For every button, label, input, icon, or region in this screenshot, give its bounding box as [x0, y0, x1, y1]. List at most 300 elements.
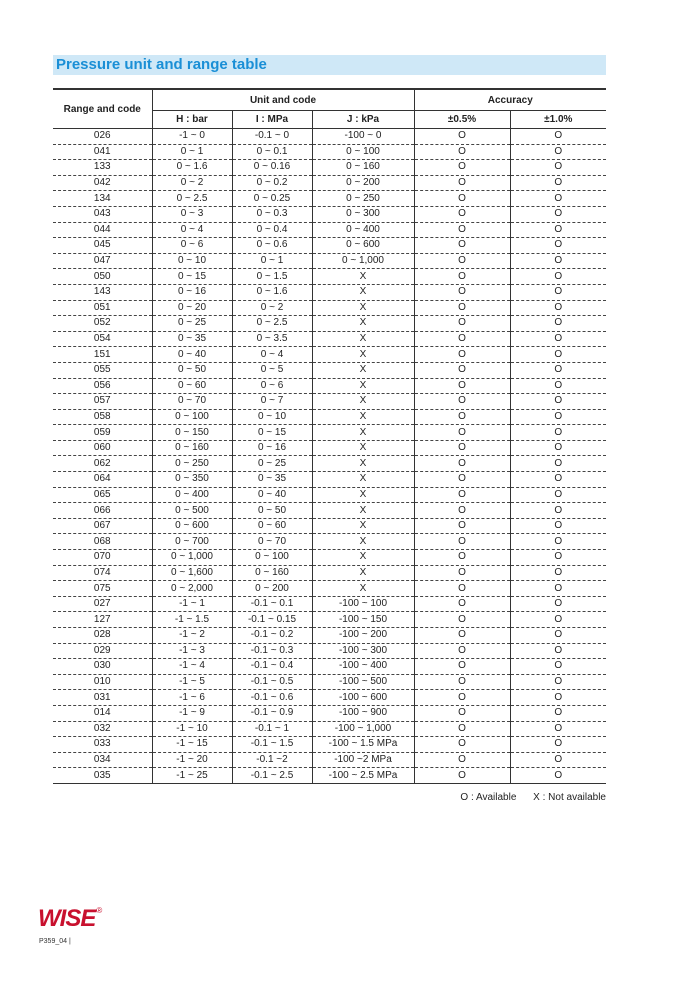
table-cell: O — [510, 674, 606, 690]
table-cell: 0 ~ 16 — [232, 440, 312, 456]
table-row — [53, 129, 606, 145]
table-cell: 052 — [53, 316, 152, 332]
table-cell: 0 ~ 400 — [152, 487, 232, 503]
table-cell: -1 ~ 0 — [152, 129, 232, 145]
table-cell: 044 — [53, 222, 152, 238]
table-cell: 0 ~ 1,000 — [152, 550, 232, 566]
brand-logo — [38, 905, 101, 933]
table-cell: 133 — [53, 160, 152, 176]
table-cell: O — [414, 300, 510, 316]
table-cell: X — [312, 394, 414, 410]
table-cell: O — [414, 425, 510, 441]
table-cell: 042 — [53, 175, 152, 191]
table-cell: -0.1 ~ 0.4 — [232, 659, 312, 675]
table-cell: X — [312, 269, 414, 285]
table-cell: O — [414, 612, 510, 628]
table-cell: -0.1 ~ 2.5 — [232, 768, 312, 784]
table-cell: 050 — [53, 269, 152, 285]
table-cell: -1 ~ 25 — [152, 768, 232, 784]
table-cell: O — [510, 300, 606, 316]
table-cell: 0 ~ 4 — [152, 222, 232, 238]
table-cell: O — [510, 721, 606, 737]
table-row — [53, 768, 606, 784]
table-cell: O — [414, 144, 510, 160]
table-cell: X — [312, 550, 414, 566]
table-cell: O — [414, 690, 510, 706]
table-cell: -100 ~2 MPa — [312, 752, 414, 768]
table-cell: 030 — [53, 659, 152, 675]
table-cell: O — [510, 565, 606, 581]
table-row — [53, 596, 606, 612]
table-cell: O — [510, 269, 606, 285]
table-cell: 010 — [53, 674, 152, 690]
table-cell: -1 ~ 1 — [152, 596, 232, 612]
table-cell: O — [414, 284, 510, 300]
table-cell: O — [510, 628, 606, 644]
table-cell: -1 ~ 15 — [152, 737, 232, 753]
table-cell: O — [414, 643, 510, 659]
table-row — [53, 565, 606, 581]
table-cell: 0 ~ 250 — [152, 456, 232, 472]
table-cell: O — [414, 347, 510, 363]
table-body — [53, 129, 606, 784]
table-cell: 0 ~ 350 — [152, 472, 232, 488]
table-cell: 045 — [53, 238, 152, 254]
table-cell: 127 — [53, 612, 152, 628]
table-cell: O — [510, 550, 606, 566]
table-cell: 0 ~ 1.6 — [152, 160, 232, 176]
table-cell: 0 ~ 4 — [232, 347, 312, 363]
table-cell: O — [414, 456, 510, 472]
table-row — [53, 612, 606, 628]
table-cell: -1 ~ 3 — [152, 643, 232, 659]
table-cell: O — [510, 487, 606, 503]
table-cell: O — [510, 378, 606, 394]
table-cell: O — [510, 238, 606, 254]
table-cell: -0.1 ~2 — [232, 752, 312, 768]
table-cell: O — [510, 425, 606, 441]
table-cell: -1 ~ 4 — [152, 659, 232, 675]
table-cell: 0 ~ 160 — [232, 565, 312, 581]
table-cell: O — [414, 581, 510, 597]
table-cell: O — [414, 362, 510, 378]
table-cell: -0.1 ~ 0.2 — [232, 628, 312, 644]
legend-not-available: X : Not available — [533, 792, 606, 803]
table-cell: 0 ~ 1 — [232, 253, 312, 269]
table-cell: O — [510, 222, 606, 238]
table-cell: 060 — [53, 440, 152, 456]
table-row — [53, 425, 606, 441]
table-cell: 0 ~ 160 — [312, 160, 414, 176]
table-cell: 0 ~ 40 — [152, 347, 232, 363]
table-cell: O — [510, 737, 606, 753]
table-cell: O — [510, 659, 606, 675]
table-cell: 0 ~ 10 — [232, 409, 312, 425]
table-cell: X — [312, 472, 414, 488]
table-cell: 064 — [53, 472, 152, 488]
table-cell: 0 ~ 20 — [152, 300, 232, 316]
table-row — [53, 440, 606, 456]
table-cell: 0 ~ 3.5 — [232, 331, 312, 347]
table-cell: O — [414, 440, 510, 456]
table-cell: O — [414, 628, 510, 644]
table-row — [53, 643, 606, 659]
table-cell: 0 ~ 600 — [312, 238, 414, 254]
table-cell: O — [510, 705, 606, 721]
table-cell: O — [414, 503, 510, 519]
header-accuracy: Accuracy — [414, 89, 606, 111]
table-cell: O — [510, 129, 606, 145]
table-cell: X — [312, 362, 414, 378]
table-cell: O — [414, 487, 510, 503]
table-cell: O — [510, 175, 606, 191]
table-cell: 0 ~ 2 — [232, 300, 312, 316]
table-cell: O — [510, 253, 606, 269]
table-cell: X — [312, 316, 414, 332]
table-cell: 0 ~ 2.5 — [232, 316, 312, 332]
table-cell: X — [312, 565, 414, 581]
table-cell: 0 ~ 700 — [152, 534, 232, 550]
table-cell: 0 ~ 15 — [152, 269, 232, 285]
table-cell: 0 ~ 10 — [152, 253, 232, 269]
legend-available: O : Available — [460, 792, 517, 803]
table-cell: -100 ~ 1,000 — [312, 721, 414, 737]
table-cell: O — [414, 705, 510, 721]
table-cell: -100 ~ 0 — [312, 129, 414, 145]
table-cell: 0 ~ 5 — [232, 362, 312, 378]
table-row — [53, 347, 606, 363]
table-cell: 051 — [53, 300, 152, 316]
table-cell: -0.1 ~ 0.1 — [232, 596, 312, 612]
table-cell: O — [414, 378, 510, 394]
table-cell: O — [414, 253, 510, 269]
table-cell: O — [510, 144, 606, 160]
table-cell: -0.1 ~ 0.3 — [232, 643, 312, 659]
table-cell: O — [414, 721, 510, 737]
table-cell: O — [510, 643, 606, 659]
table-cell: 032 — [53, 721, 152, 737]
table-cell: -1 ~ 5 — [152, 674, 232, 690]
table-cell: O — [414, 206, 510, 222]
table-cell: -1 ~ 2 — [152, 628, 232, 644]
table-cell: 0 ~ 15 — [232, 425, 312, 441]
table-row — [53, 752, 606, 768]
table-row — [53, 144, 606, 160]
legend — [460, 792, 606, 803]
table-cell: O — [414, 269, 510, 285]
table-cell: 0 ~ 6 — [152, 238, 232, 254]
table-cell: O — [510, 347, 606, 363]
table-row — [53, 316, 606, 332]
table-cell: 0 ~ 200 — [312, 175, 414, 191]
table-cell: O — [510, 316, 606, 332]
table-cell: 041 — [53, 144, 152, 160]
table-cell: 075 — [53, 581, 152, 597]
table-row — [53, 518, 606, 534]
table-cell: 035 — [53, 768, 152, 784]
table-cell: 056 — [53, 378, 152, 394]
table-cell: -100 ~ 150 — [312, 612, 414, 628]
table-row — [53, 284, 606, 300]
table-cell: 0 ~ 25 — [152, 316, 232, 332]
table-cell: 0 ~ 2 — [152, 175, 232, 191]
table-cell: -0.1 ~ 0.15 — [232, 612, 312, 628]
table-row — [53, 300, 606, 316]
pressure-range-table — [53, 88, 606, 784]
table-cell: -100 ~ 2.5 MPa — [312, 768, 414, 784]
table-cell: 0 ~ 1.5 — [232, 269, 312, 285]
section-title: Pressure unit and range table — [56, 56, 267, 73]
table-cell: O — [414, 737, 510, 753]
table-cell: 0 ~ 0.16 — [232, 160, 312, 176]
table-cell: 0 ~ 0.2 — [232, 175, 312, 191]
table-cell: 028 — [53, 628, 152, 644]
header-j-kpa: J : kPa — [312, 111, 414, 129]
table-row — [53, 331, 606, 347]
table-cell: O — [510, 472, 606, 488]
table-cell: 0 ~ 1 — [152, 144, 232, 160]
table-row — [53, 191, 606, 207]
table-cell: 068 — [53, 534, 152, 550]
table-cell: O — [510, 768, 606, 784]
table-cell: O — [510, 160, 606, 176]
table-cell: 0 ~ 1,600 — [152, 565, 232, 581]
table-cell: O — [510, 752, 606, 768]
table-cell: O — [510, 394, 606, 410]
brand-logo-text: WISE — [38, 905, 96, 932]
table-cell: -0.1 ~ 0 — [232, 129, 312, 145]
table-cell: O — [510, 503, 606, 519]
table-cell: 0 ~ 50 — [232, 503, 312, 519]
table-cell: -1 ~ 20 — [152, 752, 232, 768]
table-cell: 0 ~ 60 — [232, 518, 312, 534]
table-cell: O — [510, 518, 606, 534]
table-cell: O — [510, 191, 606, 207]
table-cell: O — [510, 284, 606, 300]
table-cell: O — [414, 674, 510, 690]
table-cell: 054 — [53, 331, 152, 347]
table-cell: 047 — [53, 253, 152, 269]
table-cell: O — [414, 238, 510, 254]
table-cell: -0.1 ~ 1 — [232, 721, 312, 737]
table-cell: 059 — [53, 425, 152, 441]
table-row — [53, 206, 606, 222]
table-cell: 0 ~ 300 — [312, 206, 414, 222]
table-cell: O — [414, 518, 510, 534]
table-cell: X — [312, 409, 414, 425]
table-cell: O — [414, 596, 510, 612]
table-row — [53, 721, 606, 737]
table-cell: 0 ~ 2.5 — [152, 191, 232, 207]
table-cell: X — [312, 534, 414, 550]
table-cell: -100 ~ 200 — [312, 628, 414, 644]
table-row — [53, 705, 606, 721]
table-row — [53, 503, 606, 519]
table-row — [53, 222, 606, 238]
table-cell: -0.1 ~ 0.5 — [232, 674, 312, 690]
table-row — [53, 487, 606, 503]
table-cell: O — [414, 316, 510, 332]
table-cell: 0 ~ 1.6 — [232, 284, 312, 300]
table-cell: -100 ~ 300 — [312, 643, 414, 659]
table-cell: -100 ~ 500 — [312, 674, 414, 690]
table-cell: O — [510, 331, 606, 347]
registered-mark: ® — [96, 906, 102, 915]
table-cell: X — [312, 331, 414, 347]
table-cell: -100 ~ 900 — [312, 705, 414, 721]
table-cell: X — [312, 503, 414, 519]
table-cell: X — [312, 456, 414, 472]
table-cell: O — [510, 690, 606, 706]
table-cell: O — [510, 456, 606, 472]
table-cell: 066 — [53, 503, 152, 519]
table-cell: X — [312, 347, 414, 363]
table-cell: X — [312, 440, 414, 456]
table-cell: 0 ~ 2,000 — [152, 581, 232, 597]
table-cell: O — [510, 581, 606, 597]
table-cell: 065 — [53, 487, 152, 503]
table-cell: 143 — [53, 284, 152, 300]
table-row — [53, 659, 606, 675]
table-row — [53, 378, 606, 394]
table-cell: O — [414, 394, 510, 410]
table-cell: O — [414, 752, 510, 768]
header-i-mpa: I : MPa — [232, 111, 312, 129]
table-cell: -1 ~ 1.5 — [152, 612, 232, 628]
table-cell: X — [312, 378, 414, 394]
table-cell: O — [510, 440, 606, 456]
table-cell: O — [414, 175, 510, 191]
table-row — [53, 409, 606, 425]
table-cell: 027 — [53, 596, 152, 612]
table-cell: X — [312, 300, 414, 316]
table-cell: X — [312, 581, 414, 597]
table-cell: 0 ~ 35 — [152, 331, 232, 347]
table-cell: -100 ~ 400 — [312, 659, 414, 675]
table-cell: 0 ~ 60 — [152, 378, 232, 394]
table-cell: O — [510, 409, 606, 425]
table-cell: X — [312, 284, 414, 300]
section-title-bar — [53, 55, 606, 75]
header-range-and-code: Range and code — [53, 89, 152, 129]
table-cell: 0 ~ 0.3 — [232, 206, 312, 222]
table-cell: 0 ~ 100 — [312, 144, 414, 160]
table-cell: O — [414, 331, 510, 347]
table-cell: 0 ~ 3 — [152, 206, 232, 222]
table-cell: 0 ~ 6 — [232, 378, 312, 394]
table-cell: 0 ~ 16 — [152, 284, 232, 300]
table-cell: 0 ~ 400 — [312, 222, 414, 238]
table-cell: 0 ~ 0.25 — [232, 191, 312, 207]
table-cell: 0 ~ 0.4 — [232, 222, 312, 238]
table-cell: 0 ~ 50 — [152, 362, 232, 378]
table-cell: 062 — [53, 456, 152, 472]
table-cell: O — [414, 534, 510, 550]
table-row — [53, 175, 606, 191]
table-cell: O — [414, 768, 510, 784]
table-row — [53, 472, 606, 488]
table-cell: O — [414, 550, 510, 566]
table-cell: 055 — [53, 362, 152, 378]
header-unit-and-code: Unit and code — [152, 89, 414, 111]
table-cell: 134 — [53, 191, 152, 207]
table-row — [53, 581, 606, 597]
table-cell: X — [312, 518, 414, 534]
table-cell: 067 — [53, 518, 152, 534]
table-cell: O — [414, 160, 510, 176]
table-cell: O — [510, 362, 606, 378]
table-cell: 0 ~ 0.6 — [232, 238, 312, 254]
table-cell: 0 ~ 7 — [232, 394, 312, 410]
table-row — [53, 674, 606, 690]
table-row — [53, 394, 606, 410]
table-cell: 070 — [53, 550, 152, 566]
table-row — [53, 737, 606, 753]
table-cell: -1 ~ 10 — [152, 721, 232, 737]
table-cell: -100 ~ 1.5 MPa — [312, 737, 414, 753]
table-row — [53, 362, 606, 378]
table-cell: 057 — [53, 394, 152, 410]
table-cell: -0.1 ~ 0.6 — [232, 690, 312, 706]
table-cell: -0.1 ~ 1.5 — [232, 737, 312, 753]
table-cell: 0 ~ 100 — [232, 550, 312, 566]
table-cell: 0 ~ 100 — [152, 409, 232, 425]
table-cell: -0.1 ~ 0.9 — [232, 705, 312, 721]
table-cell: 0 ~ 0.1 — [232, 144, 312, 160]
table-cell: O — [414, 191, 510, 207]
table-cell: 0 ~ 35 — [232, 472, 312, 488]
table-row — [53, 238, 606, 254]
table-cell: -100 ~ 600 — [312, 690, 414, 706]
table-cell: 058 — [53, 409, 152, 425]
table-cell: 074 — [53, 565, 152, 581]
table-cell: -1 ~ 9 — [152, 705, 232, 721]
table-cell: O — [510, 206, 606, 222]
table-cell: 026 — [53, 129, 152, 145]
table-cell: 043 — [53, 206, 152, 222]
table-cell: -100 ~ 100 — [312, 596, 414, 612]
page-number: P359_04 | — [39, 938, 71, 945]
table-cell: 0 ~ 500 — [152, 503, 232, 519]
table-cell: 0 ~ 600 — [152, 518, 232, 534]
table-cell: 151 — [53, 347, 152, 363]
table-cell: O — [414, 222, 510, 238]
table-cell: O — [510, 534, 606, 550]
table-cell: O — [414, 565, 510, 581]
table-cell: O — [510, 612, 606, 628]
table-cell: O — [414, 659, 510, 675]
table-row — [53, 456, 606, 472]
table-cell: 033 — [53, 737, 152, 753]
table-cell: X — [312, 425, 414, 441]
table-row — [53, 160, 606, 176]
table-cell: 029 — [53, 643, 152, 659]
table-cell: 0 ~ 70 — [232, 534, 312, 550]
table-cell: 0 ~ 150 — [152, 425, 232, 441]
table-cell: O — [414, 472, 510, 488]
table-row — [53, 534, 606, 550]
table-cell: 031 — [53, 690, 152, 706]
table-cell: O — [510, 596, 606, 612]
header-accuracy-05: ±0.5% — [414, 111, 510, 129]
header-accuracy-10: ±1.0% — [510, 111, 606, 129]
table-row — [53, 690, 606, 706]
table-cell: 0 ~ 250 — [312, 191, 414, 207]
table-cell: 014 — [53, 705, 152, 721]
table-cell: 0 ~ 160 — [152, 440, 232, 456]
table-cell: 0 ~ 70 — [152, 394, 232, 410]
table-cell: X — [312, 487, 414, 503]
